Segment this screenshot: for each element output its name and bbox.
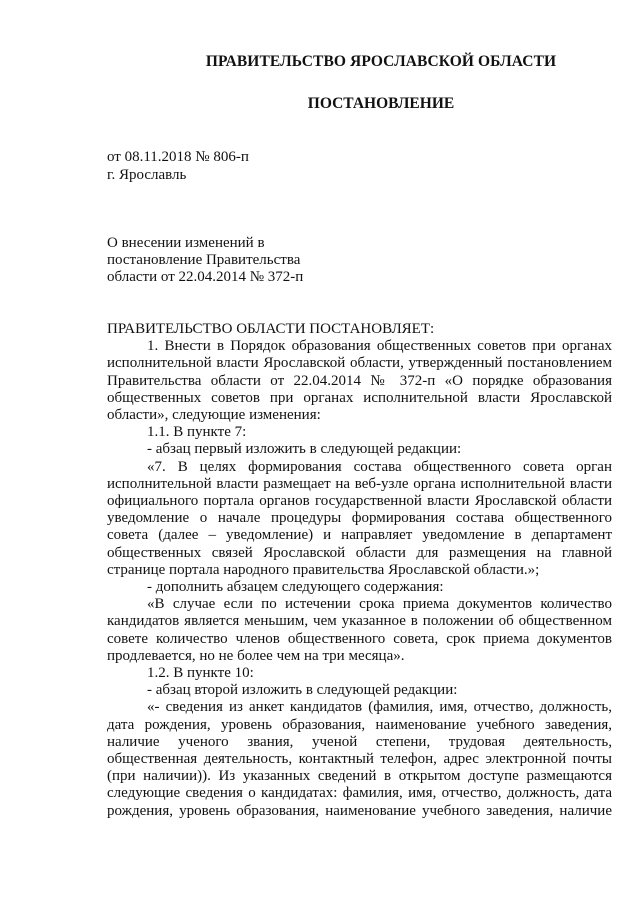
- subject-line: О внесении изменений в: [107, 235, 265, 251]
- preamble: ПРАВИТЕЛЬСТВО ОБЛАСТИ ПОСТАНОВЛЯЕТ:: [107, 321, 435, 337]
- decree-body: [107, 321, 612, 820]
- paragraph: «В случае если по истечении срока приема документов количество кандидатов является меньшим, чем указанное в положении об общественном совете количество членов общественного совета, срок приема документов продлевается, но не более чем на три месяца».: [107, 596, 612, 664]
- paragraph: - абзац первый изложить в следующей редакции:: [147, 441, 462, 458]
- subject-line: постановление Правительства: [107, 252, 301, 269]
- document-type-title: ПОСТАНОВЛЕНИЕ: [307, 95, 455, 112]
- government-title: ПРАВИТЕЛЬСТВО ЯРОСЛАВСКОЙ ОБЛАСТИ: [205, 53, 557, 70]
- paragraph: - дополнить абзацем следующего содержания:: [147, 579, 444, 596]
- paragraph: «- сведения из анкет кандидатов (фамилия, имя, отчество, должность, дата рождения, уровень образования, наименование учебного заведения, наличие ученого звания, ученой степени, трудовая деятельность, общественная деятельность, контактный телефон, адрес электронной почты (при наличии)). Из указанных сведений в открытом доступе размещаются следующие сведения о кандидатах: фамилия, имя, отчество, должность, дата рождения, уровень образования, наименование учебного заведения, наличие: [107, 699, 612, 819]
- paragraph: «7. В целях формирования состава общественного совета орган исполнительной власти размещает на веб-узле органа исполнительной власти официального портала органов государственной власти Ярославской области уведомление о начале процедуры формирования состава общественного совета (далее – уведомление) и направляет уведомление в департамент общественных связей Ярославской области для размещения на главной странице портала народного правительства Ярославской области.»;: [107, 458, 612, 578]
- subject-line: области от 22.04.2014 № 372-п: [107, 269, 304, 286]
- paragraph: 1. Внести в Порядок образования общественных советов при органах исполнительной власти Ярославской области, утвержденный постановлением Правительства области от 22.04.2014 № 372-п «О порядке образования общественных советов при органах исполнительной власти Ярославской области», следующие изменения:: [107, 338, 612, 424]
- paragraph: - абзац второй изложить в следующей редакции:: [147, 682, 458, 699]
- decree-subject: [107, 235, 337, 287]
- paragraph: 1.1. В пункте 7:: [147, 424, 247, 441]
- decree-date-number: от 08.11.2018 № 806-п: [107, 149, 249, 165]
- decree-city: г. Ярославль: [107, 167, 187, 183]
- paragraph: 1.2. В пункте 10:: [147, 665, 254, 682]
